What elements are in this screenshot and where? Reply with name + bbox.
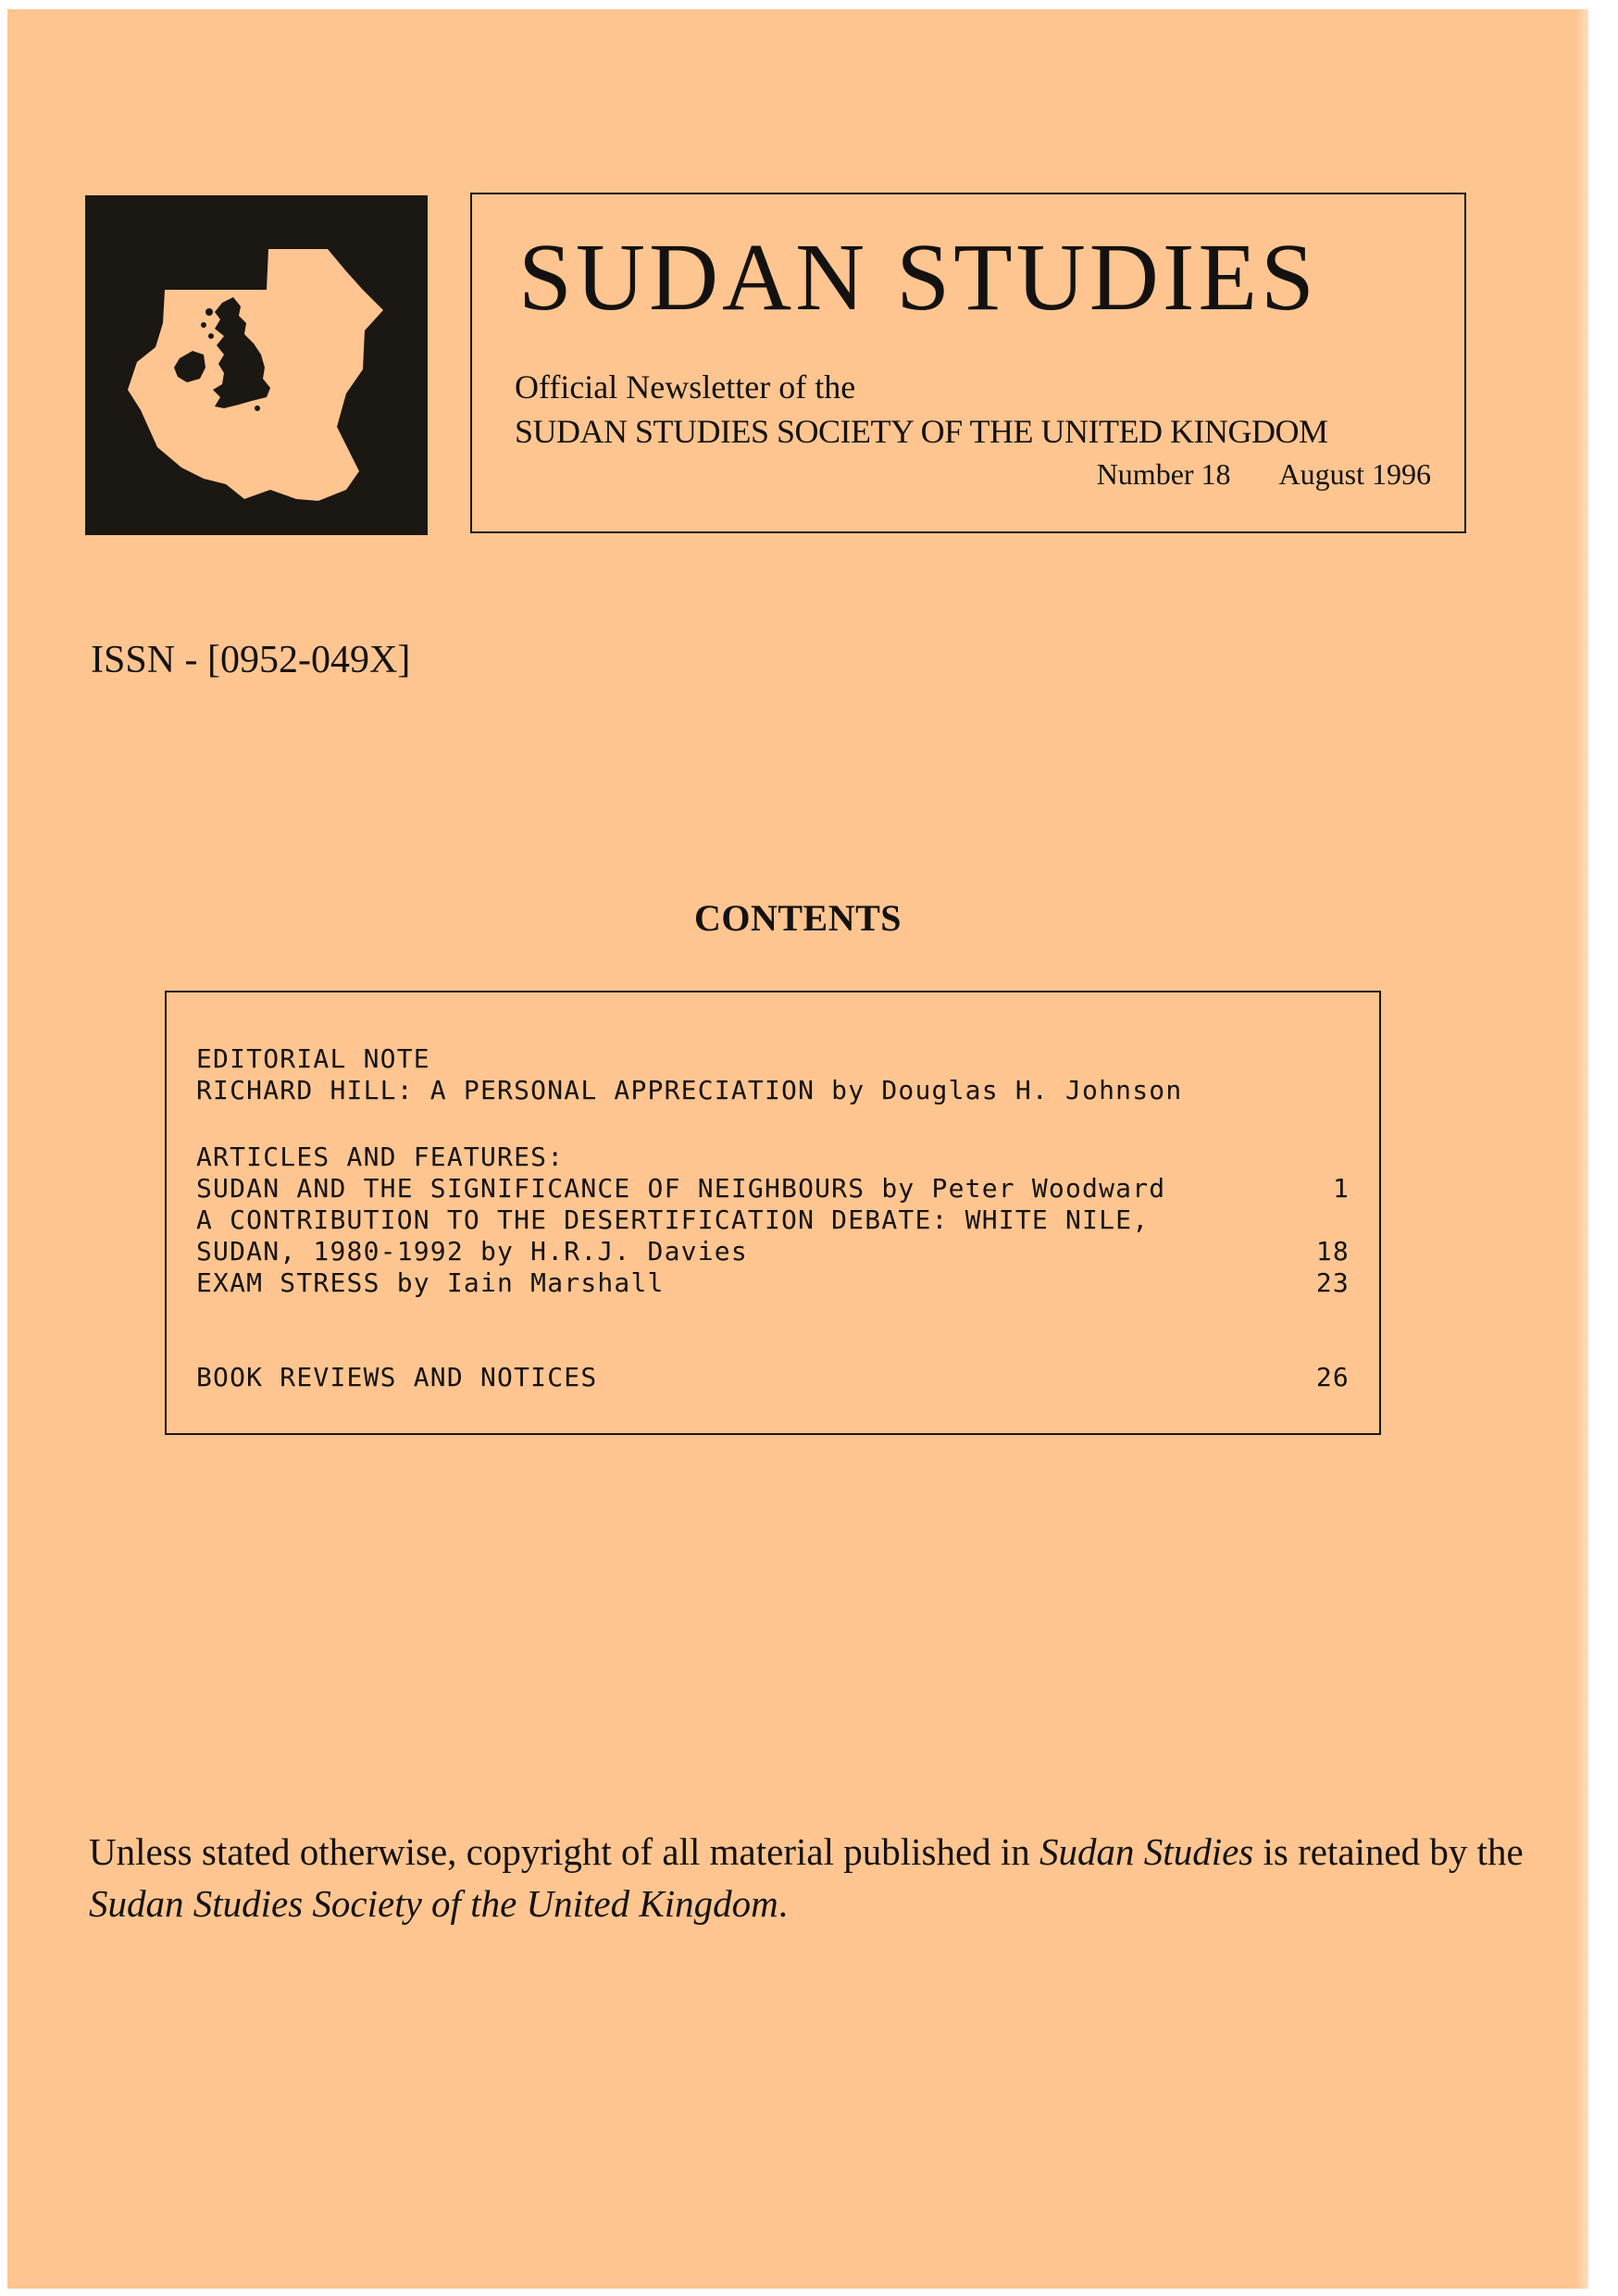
toc-page-number: 1 bbox=[1332, 1173, 1350, 1204]
issn-number: ISSN - [0952-049X] bbox=[91, 639, 411, 681]
toc-section-heading bbox=[196, 1141, 1350, 1174]
copyright-notice: Unless stated otherwise, copyright of all material published in Sudan Studies is retained by the Sudan Studies Society of the United Kingdom. bbox=[89, 1830, 1524, 1925]
toc-entry-title: BOOK REVIEWS AND NOTICES bbox=[196, 1362, 598, 1392]
journal-name: Sudan Studies bbox=[1039, 1830, 1254, 1873]
toc-entry-title: SUDAN AND THE SIGNIFICANCE OF NEIGHBOURS by Peter Woodward bbox=[196, 1173, 1166, 1204]
paper-edge bbox=[1575, 9, 1588, 2289]
issue-date: August 1996 bbox=[1278, 457, 1431, 491]
masthead-subtitle: Official Newsletter of the bbox=[515, 368, 856, 406]
toc-entry bbox=[196, 1267, 1350, 1300]
issue-info bbox=[1097, 459, 1431, 489]
toc-entry-title: EXAM STRESS by Iain Marshall bbox=[196, 1267, 665, 1298]
toc-entry-title: SUDAN, 1980-1992 by H.R.J. Davies bbox=[196, 1236, 748, 1267]
toc-entry-title: A CONTRIBUTION TO THE DESERTIFICATION DEBATE: WHITE NILE, bbox=[196, 1204, 1150, 1235]
society-logo bbox=[85, 195, 428, 535]
sudan-map-with-british-isles-icon bbox=[85, 195, 428, 535]
toc-entry-title: EDITORIAL NOTE bbox=[196, 1043, 430, 1074]
masthead bbox=[470, 193, 1466, 533]
toc-entry-title: ARTICLES AND FEATURES: bbox=[196, 1142, 565, 1172]
toc-page-number: 18 bbox=[1315, 1236, 1350, 1267]
toc-page-number: 23 bbox=[1315, 1267, 1350, 1298]
toc-page-number: 26 bbox=[1315, 1362, 1350, 1392]
toc-entry bbox=[196, 1074, 1350, 1107]
toc-entry bbox=[196, 1042, 1350, 1076]
toc-entry bbox=[196, 1204, 1350, 1237]
toc-entry-title: RICHARD HILL: A PERSONAL APPRECIATION by Douglas H. Johnson bbox=[196, 1075, 1183, 1105]
newsletter-title: SUDAN STUDIES bbox=[518, 224, 1318, 331]
contents-list bbox=[165, 991, 1381, 1435]
toc-entry bbox=[196, 1361, 1350, 1394]
toc-entry bbox=[196, 1172, 1350, 1205]
issue-number: Number 18 bbox=[1096, 457, 1231, 491]
contents-heading: CONTENTS bbox=[693, 897, 902, 939]
newsletter-cover bbox=[7, 9, 1588, 2289]
toc-entry bbox=[196, 1235, 1350, 1268]
society-name: SUDAN STUDIES SOCIETY OF THE UNITED KINGDOM bbox=[515, 413, 1328, 450]
society-name-italic: Sudan Studies Society of the United Kingdom bbox=[89, 1882, 778, 1925]
